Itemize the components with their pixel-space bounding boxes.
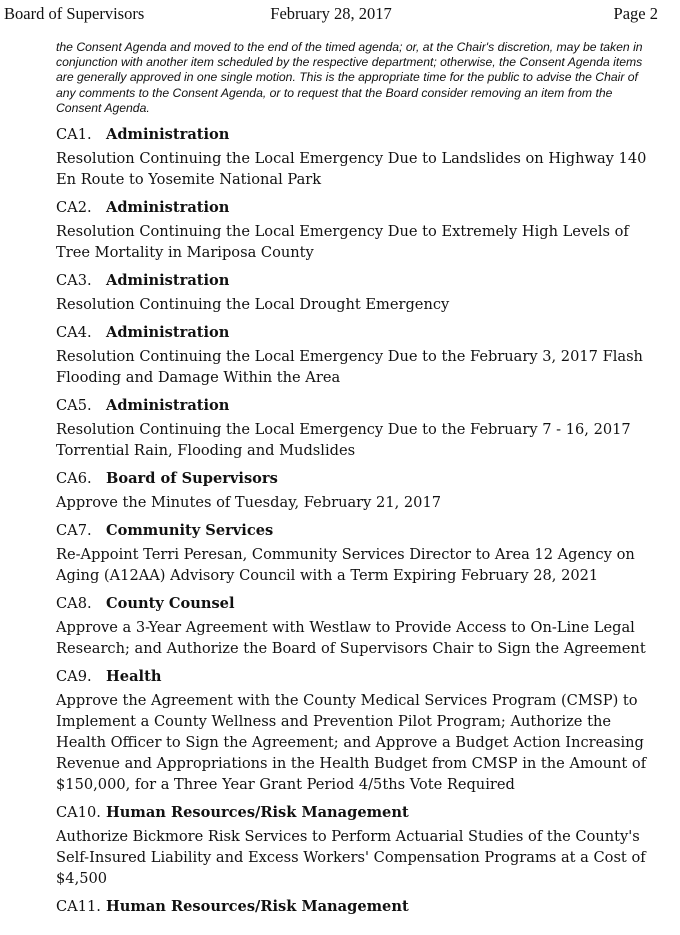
item-department: County Counsel <box>106 595 235 612</box>
item-title <box>56 593 662 615</box>
item-title <box>56 124 662 146</box>
item-department: Human Resources/Risk Management <box>106 804 409 821</box>
item-title <box>56 270 662 292</box>
agenda-item-ca8 <box>56 593 662 659</box>
item-description: Resolution Continuing the Local Emergency Due to Landslides on Highway 140 En Route to Yosemite National Park <box>56 150 647 188</box>
item-department: Health <box>106 668 162 685</box>
agenda-item-ca4 <box>56 322 662 388</box>
item-number: CA10. <box>56 804 101 821</box>
item-number: CA7. <box>56 522 92 539</box>
item-description: Approve a 3-Year Agreement with Westlaw to Provide Access to On-Line Legal Research; and Authorize the Board of Supervisors Chair to Sign the Agreement <box>56 619 646 657</box>
item-title <box>56 468 662 490</box>
header-page-number: Page 2 <box>613 4 658 23</box>
agenda-item-ca3 <box>56 270 662 315</box>
item-title <box>56 666 662 688</box>
item-description: Re-Appoint Terri Peresan, Community Services Director to Area 12 Agency on Aging (A12AA) Advisory Council with a Term Expiring February 28, 2021 <box>56 546 635 584</box>
item-number: CA11. <box>56 898 101 915</box>
item-description: Resolution Continuing the Local Drought Emergency <box>56 296 450 313</box>
consent-agenda-intro: the Consent Agenda and moved to the end of the timed agenda; or, at the Chair's discretion, may be taken in conjunction with another item scheduled by the respective department; otherwise, the Consent Agenda items are generally approved in one single motion. This is the appropriate time for the public to advise the Chair of any comments to the Consent Agenda, or to request that the Board consider removing an item from the Consent Agenda. <box>56 40 643 115</box>
agenda-item-ca6 <box>56 468 662 513</box>
agenda-item-ca10 <box>56 802 662 889</box>
item-description: Authorize Bickmore Risk Services to Perform Actuarial Studies of the County's Self-Insured Liability and Excess Workers' Compensation Programs at a Cost of $4,500 <box>56 828 646 887</box>
item-number: CA3. <box>56 272 92 289</box>
consent-agenda-items <box>56 124 662 925</box>
item-number: CA9. <box>56 668 92 685</box>
item-number: CA2. <box>56 199 92 216</box>
item-description: Resolution Continuing the Local Emergency Due to the February 7 - 16, 2017 Torrential Rain, Flooding and Mudslides <box>56 421 631 459</box>
item-description: Approve the Minutes of Tuesday, February 21, 2017 <box>56 494 442 511</box>
item-description: Approve the Agreement with the County Medical Services Program (CMSP) to Implement a County Wellness and Prevention Pilot Program; Authorize the Health Officer to Sign the Agreement; and Approve a Budget Action Increasing Revenue and Appropriations in the Health Budget from CMSP in the Amount of $150,000, for a Three Year Grant Period 4/5ths Vote Required <box>56 692 647 793</box>
item-description: Resolution Continuing the Local Emergency Due to Extremely High Levels of Tree Mortality in Mariposa County <box>56 223 629 261</box>
item-department: Administration <box>106 272 230 289</box>
item-department: Board of Supervisors <box>106 470 278 487</box>
item-department: Administration <box>106 324 230 341</box>
item-number: CA5. <box>56 397 92 414</box>
item-description: Resolution Continuing the Local Emergency Due to the February 3, 2017 Flash Flooding and Damage Within the Area <box>56 348 643 386</box>
item-number: CA1. <box>56 126 92 143</box>
agenda-item-ca5 <box>56 395 662 461</box>
agenda-item-ca9 <box>56 666 662 795</box>
item-department: Administration <box>106 199 230 216</box>
item-title <box>56 395 662 417</box>
item-number: CA4. <box>56 324 92 341</box>
item-title <box>56 322 662 344</box>
header-board-name: Board of Supervisors <box>4 4 145 23</box>
item-title <box>56 896 662 918</box>
item-number: CA8. <box>56 595 92 612</box>
agenda-item-ca11 <box>56 896 662 918</box>
item-department: Administration <box>106 126 230 143</box>
header-date: February 28, 2017 <box>270 4 392 23</box>
item-department: Community Services <box>106 522 274 539</box>
item-department: Human Resources/Risk Management <box>106 898 409 915</box>
agenda-item-ca1 <box>56 124 662 190</box>
page-header <box>4 4 658 26</box>
item-department: Administration <box>106 397 230 414</box>
agenda-item-ca7 <box>56 520 662 586</box>
agenda-item-ca2 <box>56 197 662 263</box>
item-title <box>56 197 662 219</box>
item-title <box>56 520 662 542</box>
item-title <box>56 802 662 824</box>
item-number: CA6. <box>56 470 92 487</box>
